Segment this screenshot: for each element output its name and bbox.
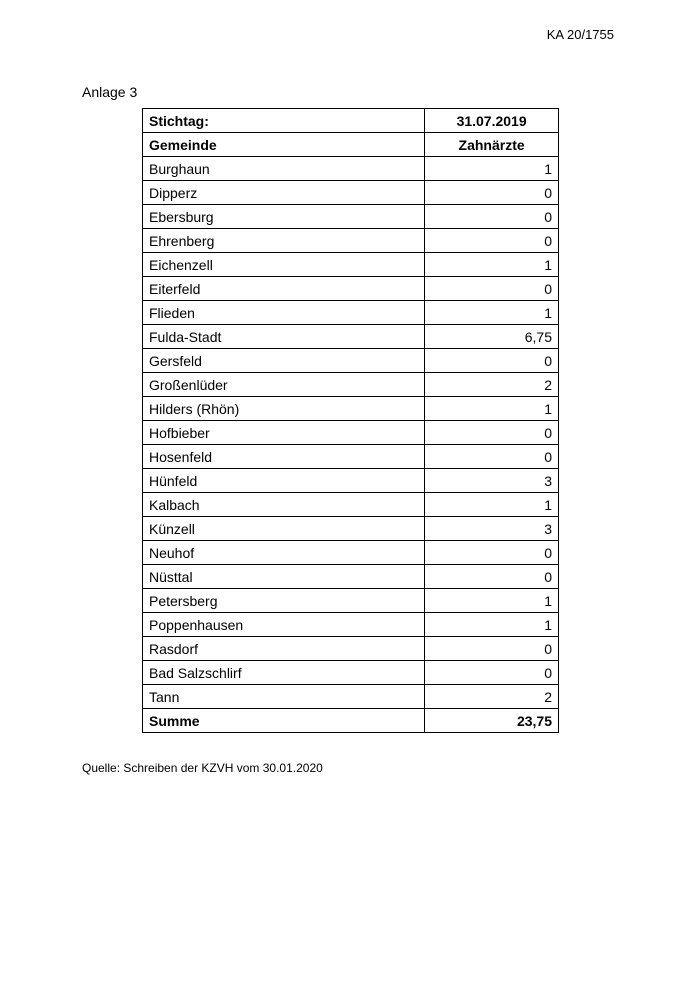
table-row <box>143 181 559 205</box>
table-row <box>143 349 559 373</box>
zahnaerzte-count: 1 <box>425 613 559 637</box>
zahnaerzte-count: 0 <box>425 637 559 661</box>
table-row <box>143 325 559 349</box>
table-row <box>143 493 559 517</box>
zahnaerzte-count: 2 <box>425 685 559 709</box>
zahnaerzte-count: 0 <box>425 349 559 373</box>
table-row <box>143 373 559 397</box>
zahnaerzte-count: 1 <box>425 301 559 325</box>
sum-row <box>143 709 559 733</box>
document-reference: KA 20/1755 <box>546 27 614 42</box>
sum-value: 23,75 <box>425 709 559 733</box>
source-note: Quelle: Schreiben der KZVH vom 30.01.2020 <box>82 761 323 775</box>
table-row <box>143 685 559 709</box>
zahnaerzte-count: 0 <box>425 421 559 445</box>
gemeinde-name: Eiterfeld <box>143 277 425 301</box>
zahnaerzte-count: 0 <box>425 277 559 301</box>
table-row <box>143 253 559 277</box>
gemeinde-name: Eichenzell <box>143 253 425 277</box>
gemeinde-name: Flieden <box>143 301 425 325</box>
zahnaerzte-count: 0 <box>425 565 559 589</box>
column-header-zahnaerzte: Zahnärzte <box>425 133 559 157</box>
stichtag-row <box>143 109 559 133</box>
gemeinde-name: Kalbach <box>143 493 425 517</box>
table-row <box>143 445 559 469</box>
gemeinde-name: Tann <box>143 685 425 709</box>
table-row <box>143 541 559 565</box>
zahnaerzte-count: 1 <box>425 253 559 277</box>
gemeinde-name: Neuhof <box>143 541 425 565</box>
gemeinde-name: Ehrenberg <box>143 229 425 253</box>
table-row <box>143 661 559 685</box>
zahnaerzte-count: 2 <box>425 373 559 397</box>
dentists-table <box>142 108 559 733</box>
gemeinde-name: Petersberg <box>143 589 425 613</box>
zahnaerzte-count: 1 <box>425 157 559 181</box>
table-row <box>143 229 559 253</box>
gemeinde-name: Dipperz <box>143 181 425 205</box>
table-row <box>143 157 559 181</box>
gemeinde-name: Hilders (Rhön) <box>143 397 425 421</box>
table-row <box>143 469 559 493</box>
table-body <box>143 157 559 709</box>
gemeinde-name: Bad Salzschlirf <box>143 661 425 685</box>
gemeinde-name: Rasdorf <box>143 637 425 661</box>
table-row <box>143 397 559 421</box>
table-row <box>143 637 559 661</box>
column-header-gemeinde: Gemeinde <box>143 133 425 157</box>
zahnaerzte-count: 0 <box>425 205 559 229</box>
gemeinde-name: Hünfeld <box>143 469 425 493</box>
stichtag-label: Stichtag: <box>143 109 425 133</box>
table-row <box>143 613 559 637</box>
column-header-row <box>143 133 559 157</box>
gemeinde-name: Poppenhausen <box>143 613 425 637</box>
sum-label: Summe <box>143 709 425 733</box>
zahnaerzte-count: 0 <box>425 661 559 685</box>
gemeinde-name: Nüsttal <box>143 565 425 589</box>
zahnaerzte-count: 3 <box>425 469 559 493</box>
table-row <box>143 589 559 613</box>
zahnaerzte-count: 1 <box>425 589 559 613</box>
gemeinde-name: Künzell <box>143 517 425 541</box>
gemeinde-name: Hosenfeld <box>143 445 425 469</box>
table-foot <box>143 709 559 733</box>
zahnaerzte-count: 0 <box>425 445 559 469</box>
table-row <box>143 301 559 325</box>
table-row <box>143 205 559 229</box>
table-row <box>143 565 559 589</box>
gemeinde-name: Fulda-Stadt <box>143 325 425 349</box>
table-head <box>143 109 559 157</box>
zahnaerzte-count: 1 <box>425 397 559 421</box>
zahnaerzte-count: 0 <box>425 229 559 253</box>
stichtag-value: 31.07.2019 <box>425 109 559 133</box>
gemeinde-name: Ebersburg <box>143 205 425 229</box>
zahnaerzte-count: 1 <box>425 493 559 517</box>
gemeinde-name: Burghaun <box>143 157 425 181</box>
zahnaerzte-count: 6,75 <box>425 325 559 349</box>
table-row <box>143 277 559 301</box>
zahnaerzte-count: 3 <box>425 517 559 541</box>
gemeinde-name: Hofbieber <box>143 421 425 445</box>
table-row <box>143 421 559 445</box>
zahnaerzte-count: 0 <box>425 541 559 565</box>
zahnaerzte-count: 0 <box>425 181 559 205</box>
table-row <box>143 517 559 541</box>
gemeinde-name: Großenlüder <box>143 373 425 397</box>
attachment-label: Anlage 3 <box>82 84 138 100</box>
gemeinde-name: Gersfeld <box>143 349 425 373</box>
